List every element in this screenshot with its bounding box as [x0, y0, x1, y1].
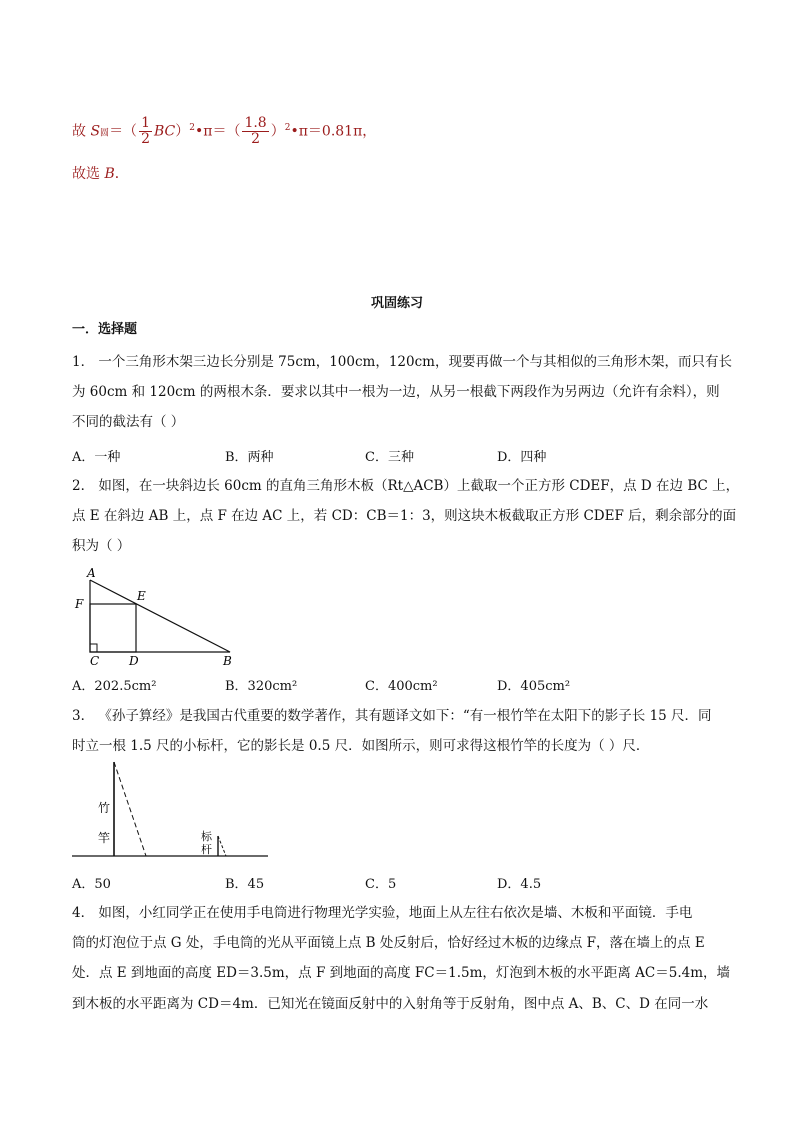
choice-end: ．: [114, 166, 129, 182]
q3-option-d[interactable]: D．4.5: [497, 877, 542, 892]
q3-line-1: 3． 《孙子算经》是我国古代重要的数学著作，其有题译文如下：“有一根竹竿在太阳下的影子长 15 尺．同: [72, 708, 712, 724]
q2-option-a[interactable]: A．202.5cm²: [72, 679, 157, 694]
q4-line-3: 处．点 E 到地面的高度 ED＝3.5m，点 F 到地面的高度 FC＝1.5m，灯泡到木板的水平距离 AC＝5.4m，墙: [72, 965, 731, 981]
section-heading: 巩固练习: [370, 296, 423, 311]
close-paren-2: ）: [270, 123, 285, 140]
solution-formula: [72, 116, 376, 147]
q2-option-d[interactable]: D．405cm²: [497, 679, 571, 694]
q4-line-4: 到木板的水平距离为 CD＝4m．已知光在镜面反射中的入射角等于反射角，图中点 A、B、C、D 在同一水: [72, 996, 709, 1012]
formula-result: •π＝0.81π，: [290, 123, 377, 140]
q2-line-1: 2． 如图，在一块斜边长 60cm 的直角三角形木板（Rt△ACB）上截取一个正方形 CDEF，点 D 在边 BC 上，: [72, 478, 740, 494]
label-a: A: [87, 566, 96, 580]
label-e: E: [137, 589, 146, 603]
s-symbol: S: [90, 123, 101, 140]
bamboo-shadow-ray: [114, 762, 146, 856]
fraction-1-8-over-2: $\frac{1.8}{2}$: [244, 115, 267, 147]
square-exponent-2: 2: [284, 122, 291, 133]
q3-line-2: 时立一根 1.5 尺的小标杆，它的影长是 0.5 尺．如图所示，则可求得这根竹竿的长度为（ ）尺．: [72, 738, 650, 754]
marker-shadow-ray: [218, 836, 226, 856]
label-gan2: 杆: [201, 843, 212, 856]
q3-option-b[interactable]: B．45: [225, 877, 265, 892]
q1-line-3: 不同的截法有（ ）: [72, 414, 185, 430]
label-biao: 标: [201, 830, 212, 843]
q1-option-a[interactable]: A．一种: [72, 450, 121, 465]
solution-choice: [72, 166, 129, 182]
s-subscript: 圆: [100, 128, 110, 139]
pi-open-paren: •π＝（: [194, 123, 241, 140]
q2-line-2: 点 E 在斜边 AB 上，点 F 在边 AC 上，若 CD：CB＝1：3，则这块木板截取正方形 CDEF 后，剩余部分的面: [72, 508, 737, 524]
right-angle-mark: [90, 644, 97, 652]
triangle-outline: [90, 580, 230, 652]
q2-line-3: 积为（ ）: [72, 538, 131, 554]
label-d: D: [129, 654, 139, 668]
bc-symbol: BC: [153, 123, 176, 140]
q1-line-2: 为 60cm 和 120cm 的两根木条．要求以其中一根为一边，从另一根截下两段作为另两边（允许有余料），则: [72, 384, 720, 400]
label-gan: 竿: [98, 831, 111, 845]
section-title: 一．选择题: [72, 322, 138, 337]
label-zhu: 竹: [98, 801, 111, 815]
q4-line-1: 4． 如图，小红同学正在使用手电筒进行物理光学实验，地面上从左往右依次是墙、木板和平面镜．手电: [72, 905, 693, 921]
q1-line-1: 1． 一个三角形木架三边长分别是 75cm，100cm，120cm，现要再做一个与其相似的三角形木架，而只有长: [72, 354, 732, 370]
q3-option-a[interactable]: A．50: [72, 877, 111, 892]
q3-bamboo-figure: [70, 760, 272, 864]
q3-option-c[interactable]: C．5: [365, 877, 397, 892]
q2-option-b[interactable]: B．320cm²: [225, 679, 298, 694]
formula-prefix: 故: [72, 123, 86, 140]
close-paren: ）: [175, 123, 190, 140]
q2-triangle-figure: [70, 564, 245, 668]
label-f: F: [75, 597, 84, 611]
q1-option-d[interactable]: D．四种: [497, 450, 547, 465]
q2-option-c[interactable]: C．400cm²: [365, 679, 438, 694]
equals-paren: ＝（: [109, 123, 138, 140]
fraction-half: $\frac{1}{2}$: [141, 115, 150, 147]
choice-prefix: 故选: [72, 166, 100, 182]
q1-option-c[interactable]: C．三种: [365, 450, 414, 465]
q4-line-2: 筒的灯泡位于点 G 处，手电筒的光从平面镜上点 B 处反射后，恰好经过木板的边缘点 F，落在墙上的点 E: [72, 935, 705, 951]
square-exponent: 2: [189, 122, 195, 133]
label-c: C: [90, 654, 100, 668]
choice-letter: B: [104, 166, 115, 182]
q1-option-b[interactable]: B．两种: [225, 450, 274, 465]
label-b: B: [223, 654, 232, 668]
